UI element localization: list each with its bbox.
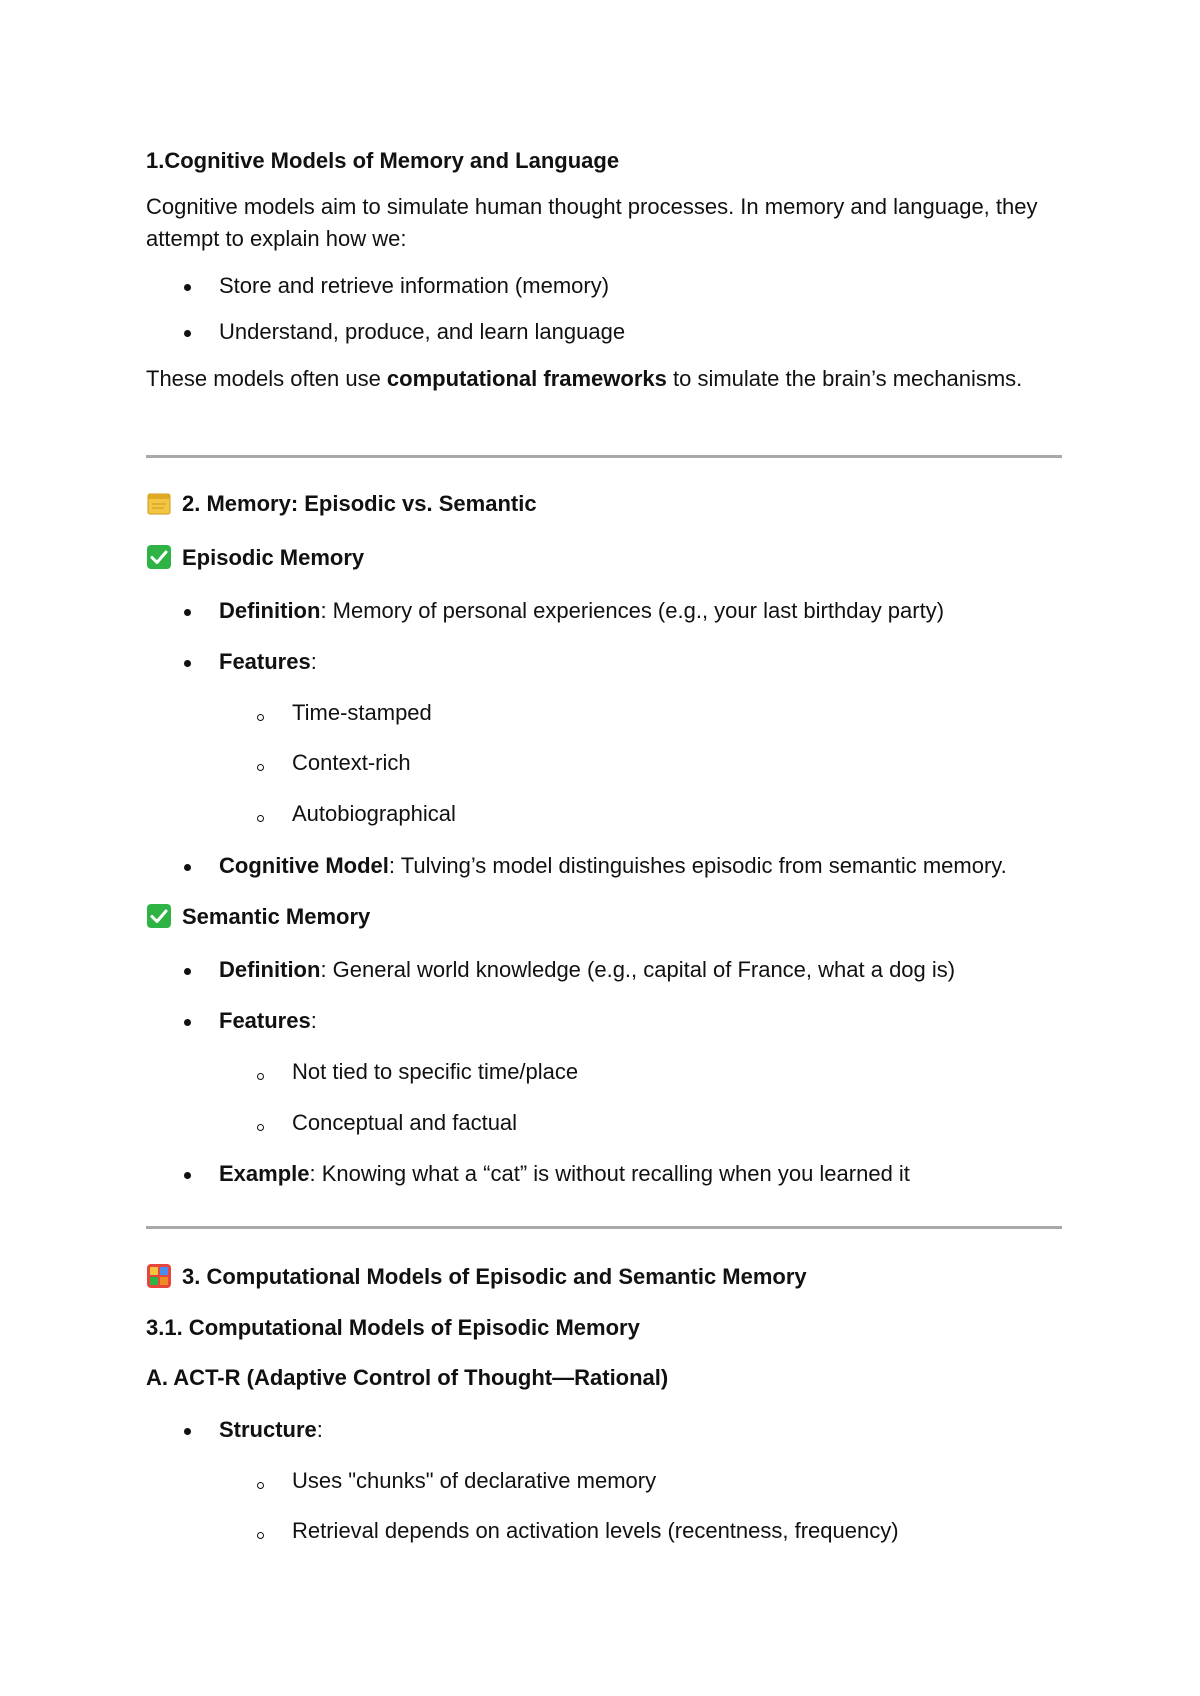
notepad-icon bbox=[146, 490, 172, 516]
list-item: Time-stamped bbox=[292, 700, 432, 725]
list-item: Store and retrieve information (memory) bbox=[219, 273, 610, 298]
sub-bullet-circle bbox=[257, 1532, 264, 1539]
sub-bullet-circle bbox=[257, 1124, 264, 1131]
bullet-dot bbox=[184, 968, 191, 975]
sub-bullet-circle bbox=[257, 815, 264, 822]
bullet-dot bbox=[184, 864, 191, 871]
bullet-dot bbox=[184, 1428, 191, 1435]
horizontal-rule bbox=[146, 1226, 1062, 1229]
section-1-title: 1.Cognitive Models of Memory and Language bbox=[146, 148, 620, 173]
blocks-icon bbox=[146, 1263, 172, 1289]
semantic-features: Features: bbox=[219, 1008, 317, 1033]
bullet-dot bbox=[184, 1019, 191, 1026]
sub-bullet-circle bbox=[257, 1482, 264, 1489]
sub-bullet-circle bbox=[257, 1073, 264, 1080]
episodic-cognitive-model: Cognitive Model: Tulving’s model distinguishes episodic from semantic memory. bbox=[219, 853, 1007, 878]
sub-bullet-circle bbox=[257, 764, 264, 771]
semantic-definition: Definition: General world knowledge (e.g., capital of France, what a dog is) bbox=[219, 957, 956, 982]
list-item: Uses "chunks" of declarative memory bbox=[292, 1468, 657, 1493]
list-item: Not tied to specific time/place bbox=[292, 1059, 579, 1084]
checkmark-icon bbox=[146, 544, 172, 570]
section-2-title: 2. Memory: Episodic vs. Semantic bbox=[146, 489, 537, 519]
act-r-title: A. ACT-R (Adaptive Control of Thought—Rational) bbox=[146, 1365, 669, 1390]
checkmark-icon bbox=[146, 903, 172, 929]
bullet-dot bbox=[184, 609, 191, 616]
semantic-example: Example: Knowing what a “cat” is without recalling when you learned it bbox=[219, 1161, 910, 1186]
bullet-dot bbox=[184, 1172, 191, 1179]
list-item: Conceptual and factual bbox=[292, 1110, 518, 1135]
bullet-dot bbox=[184, 284, 191, 291]
bullet-dot bbox=[184, 660, 191, 667]
list-item: Autobiographical bbox=[292, 801, 456, 826]
episodic-heading: Episodic Memory bbox=[146, 543, 364, 573]
episodic-definition: Definition: Memory of personal experiences (e.g., your last birthday party) bbox=[219, 598, 945, 623]
section-1-intro-line-1: Cognitive models aim to simulate human thought processes. In memory and language, they bbox=[146, 194, 1038, 219]
list-item: Retrieval depends on activation levels (recentness, frequency) bbox=[292, 1518, 899, 1543]
semantic-heading: Semantic Memory bbox=[146, 902, 370, 932]
episodic-features: Features: bbox=[219, 649, 317, 674]
act-r-structure: Structure: bbox=[219, 1417, 323, 1442]
section-1-intro-line-2: attempt to explain how we: bbox=[146, 226, 407, 251]
section-3-1-title: 3.1. Computational Models of Episodic Memory bbox=[146, 1315, 640, 1340]
list-item: Understand, produce, and learn language bbox=[219, 319, 626, 344]
section-1-closing: These models often use computational frameworks to simulate the brain’s mechanisms. bbox=[146, 366, 1023, 391]
horizontal-rule bbox=[146, 455, 1062, 458]
sub-bullet-circle bbox=[257, 714, 264, 721]
list-item: Context-rich bbox=[292, 750, 411, 775]
bullet-dot bbox=[184, 330, 191, 337]
section-3-title: 3. Computational Models of Episodic and Semantic Memory bbox=[146, 1262, 807, 1292]
